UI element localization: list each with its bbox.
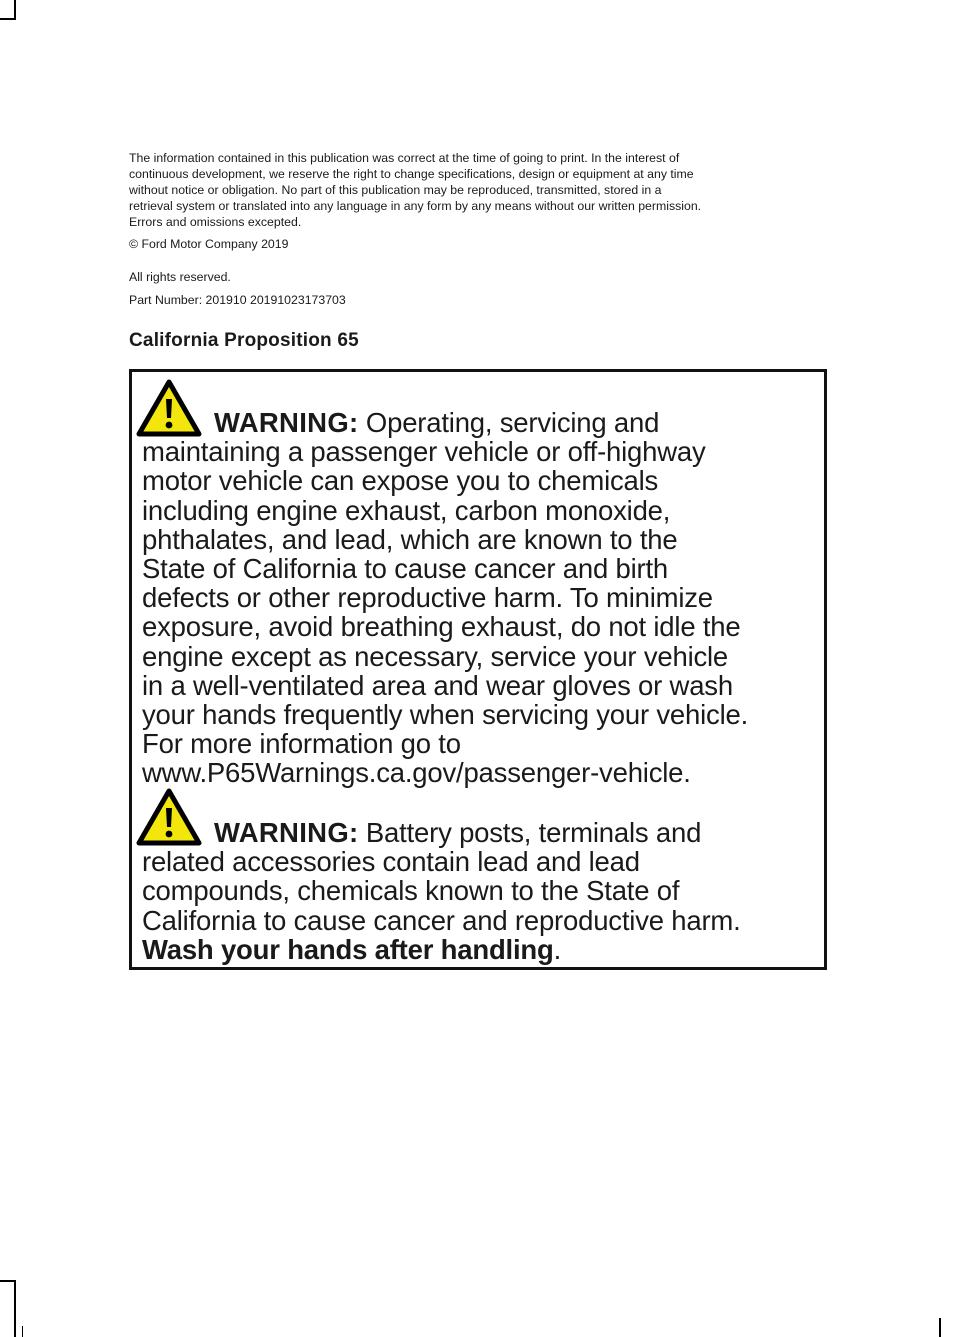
p65-warnings-url: www.P65Warnings.ca.gov/passenger-vehicle. xyxy=(142,757,691,789)
notice-line: retrieval system or translated into any language in any form by any means without our written permission. xyxy=(129,199,702,213)
warning-text: California to cause cancer and reproductive harm. xyxy=(142,904,741,936)
crop-mark-top-left-horizontal xyxy=(0,18,16,20)
notice-line: without notice or obligation. No part of this publication may be reproduced, transmitted, stored in a xyxy=(129,183,662,197)
warning-label: WARNING: xyxy=(214,407,359,438)
warning-box xyxy=(129,369,827,970)
part-number: Part Number: 201910 20191023173703 xyxy=(129,293,346,307)
warning-text: defects or other reproductive harm. To minimize xyxy=(142,582,713,614)
warning-text: engine except as necessary, service your vehicle xyxy=(142,640,729,672)
warning-text: For more information go to xyxy=(142,728,461,760)
notice-line: Errors and omissions excepted. xyxy=(129,215,302,229)
warning-text: related accessories contain lead and lead xyxy=(142,846,640,878)
crop-mark-bottom-left-tick xyxy=(22,1326,23,1337)
warning-text: compounds, chemicals known to the State of xyxy=(142,875,680,907)
warning-paragraph xyxy=(142,408,832,788)
front-matter xyxy=(129,150,839,308)
warning-text: Operating, servicing and xyxy=(358,407,660,438)
warning-paragraph xyxy=(142,818,832,964)
crop-mark-top-left xyxy=(14,0,16,20)
warning-text: your hands frequently when servicing your vehicle. xyxy=(142,699,749,731)
section-title: California Proposition 65 xyxy=(129,330,359,351)
crop-mark-bottom-right xyxy=(939,1318,941,1337)
warning-text: in a well-ventilated area and wear gloves or wash xyxy=(142,669,733,701)
wash-hands-instruction: Wash your hands after handling xyxy=(142,933,554,965)
warning-text-end: . xyxy=(553,933,562,965)
warning-text: including engine exhaust, carbon monoxide, xyxy=(142,494,671,526)
copyright-line: © Ford Motor Company 2019 xyxy=(129,237,289,251)
rights-line: All rights reserved. xyxy=(129,270,231,284)
notice-line: The information contained in this publication was correct at the time of going to print. In the interest of xyxy=(129,151,680,165)
notice-line: continuous development, we reserve the right to change specifications, design or equipment at any time xyxy=(129,167,694,181)
warning-text: Battery posts, terminals and xyxy=(358,817,702,848)
crop-mark-bottom-left-horizontal xyxy=(0,1280,16,1282)
warning-label: WARNING: xyxy=(214,817,359,848)
warning-text: phthalates, and lead, which are known to the xyxy=(142,523,678,555)
publication-notice xyxy=(129,150,839,230)
warning-text: exposure, avoid breathing exhaust, do not idle the xyxy=(142,611,741,643)
warning-text: motor vehicle can expose you to chemicals xyxy=(142,465,659,497)
warning-text: maintaining a passenger vehicle or off-highway xyxy=(142,436,706,468)
warning-text: State of California to cause cancer and birth xyxy=(142,553,669,585)
crop-mark-bottom-left xyxy=(14,1280,16,1337)
